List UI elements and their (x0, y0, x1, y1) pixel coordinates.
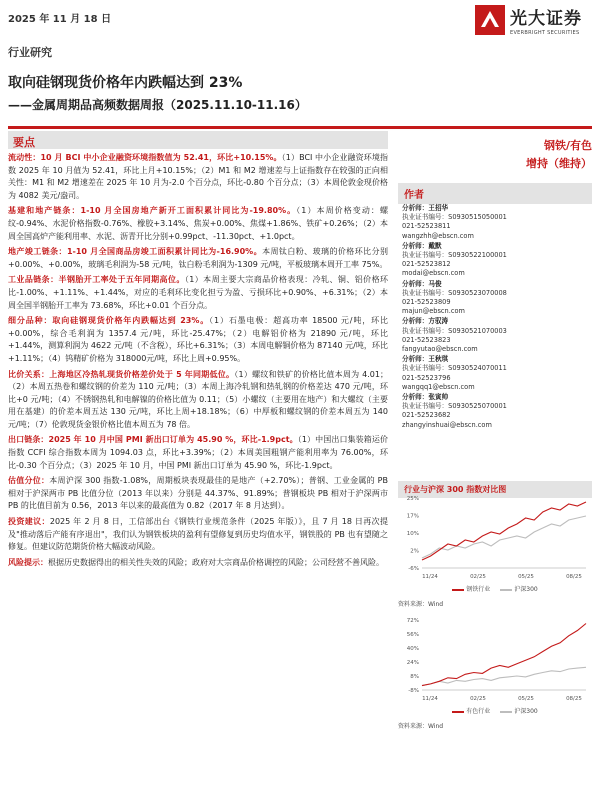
analyst-email[interactable]: zhangyinshuai@ebscn.com (402, 420, 492, 429)
chart-nonferrous (398, 616, 592, 702)
section-header: 要点 (8, 131, 388, 149)
authors-header: 作者 (398, 183, 592, 204)
y-tick-label: 40% (406, 646, 419, 652)
y-tick-label: 25% (406, 496, 419, 502)
summary-paragraph (8, 369, 388, 432)
y-tick-label: 72% (406, 618, 419, 624)
y-tick-label: 8% (410, 674, 419, 680)
y-tick-label: 24% (406, 660, 419, 666)
logo-text-en: EVERBRIGHT SECURITIES (510, 30, 580, 36)
analyst-name: 戴默 (428, 241, 442, 250)
legend-item: 沪深300 (500, 706, 537, 715)
x-tick-label: 02/25 (470, 574, 486, 580)
legend-item: 钢铁行业 (452, 584, 490, 593)
analyst-email[interactable]: wangqq1@ebscn.com (402, 382, 475, 391)
x-tick-label: 08/25 (566, 574, 582, 580)
y-tick-label: 2% (410, 548, 419, 555)
analyst-phone: 021-52523809 (402, 298, 451, 307)
series-line-hs300 (422, 667, 586, 685)
analyst-entry (398, 242, 592, 279)
chart-steel-source: 资料来源：Wind (398, 601, 444, 608)
analyst-cert: 执业证书编号：S0930515050001 (402, 213, 507, 222)
analyst-email[interactable]: wangzhh@ebscn.com (402, 231, 474, 240)
chart-steel-legend (398, 584, 592, 593)
company-logo (475, 4, 582, 36)
legend-item: 沪深300 (500, 584, 537, 593)
analyst-cert: 执业证书编号：S0930522100001 (402, 251, 507, 260)
report-title: 取向硅钢现货价格年内跌幅达到 23% (8, 75, 243, 91)
paragraph-body: （1）中国出口集装箱运价指数 CCFI 综合指数本周为 1094.03 点，环比+3.39%；（2）本周美国粗钢产能利用率为 76.00%，环比-0.30 个百分点；（3）2025 年 10 月，中国 PMI 新出口订单为 45.90 %，环比-1.9pct。 (8, 435, 388, 470)
y-tick-label: 10% (406, 531, 419, 537)
summary-paragraphs (8, 152, 388, 569)
y-tick-label: -8% (408, 688, 419, 694)
summary-paragraph (8, 434, 388, 472)
y-tick-label: 17% (406, 513, 419, 520)
paragraph-heading: 流动性：10 月 BCI 中小企业融资环境指数值为 52.41，环比+10.15%。 (8, 153, 282, 162)
paragraph-heading: 比价关系：上海地区冷热轧现货价格差价处于 5 年同期低位。 (8, 369, 235, 379)
paragraph-heading: 估值分位： (8, 476, 50, 486)
logo-text-cn: 光大证券 (510, 9, 582, 29)
analyst-name: 王招华 (428, 204, 449, 212)
report-type: 行业研究 (8, 46, 52, 59)
analyst-entry (398, 317, 592, 354)
chart-header: 行业与沪深 300 指数对比图 (398, 481, 592, 498)
paragraph-heading: 风险提示： (8, 557, 48, 567)
paragraph-heading: 工业品链条：半钢胎开工率处于五年同期高位。 (8, 275, 185, 285)
analyst-name: 王秋琪 (428, 355, 449, 364)
x-tick-label: 02/25 (470, 696, 486, 702)
logo-icon (475, 5, 505, 35)
analyst-phone: 021-52523811 (402, 222, 451, 231)
analyst-name: 张寅帅 (428, 393, 449, 402)
analyst-role: 分析师： (402, 204, 429, 212)
analyst-list (398, 204, 592, 430)
paragraph-heading: 地产竣工链条：1-10 月全国商品房竣工面积累计同比为-16.90%。 (8, 247, 263, 257)
summary-paragraph (8, 152, 388, 202)
analyst-email[interactable]: modai@ebscn.com (402, 269, 465, 278)
summary-paragraph (8, 557, 388, 570)
analyst-entry (398, 355, 592, 392)
chart-steel (398, 494, 592, 580)
series-line-industry (422, 624, 586, 686)
paragraph-body: （1）石墨电极：超高功率 18500 元/吨，环比+0.00%，综合毛利润为 1357.4 元/吨，环比-25.47%；（2）电解铝价格为 21890 元/吨，环比+1.44%，测算利润为 4622 元/吨（不含税），环比+6.31%；（3）本周电解铜价格为 87140 元/吨，环比+1.11%；（4）钨精矿价格为 318000元/吨，环比上周+0.95%。 (8, 316, 388, 363)
summary-paragraph (8, 246, 388, 271)
analyst-name: 马俊 (428, 279, 442, 288)
analyst-role: 分析师： (402, 317, 429, 326)
chart-nonferrous-legend (398, 706, 592, 715)
rating-value: 增持（维持） (526, 157, 592, 170)
summary-paragraph (8, 315, 388, 365)
analyst-cert: 执业证书编号：S0930523070008 (402, 288, 507, 297)
analyst-role: 分析师： (402, 393, 429, 402)
analyst-name: 方驭涛 (428, 317, 449, 326)
x-tick-label: 05/25 (518, 696, 534, 702)
chart-nonferrous-source: 资料来源：Wind (398, 723, 444, 730)
analyst-phone: 021-52523823 (402, 335, 451, 344)
analyst-email[interactable]: fangyutao@ebscn.com (402, 345, 478, 354)
summary-paragraph (8, 475, 388, 513)
analyst-phone: 021-52523682 (402, 411, 451, 420)
paragraph-heading: 投资建议： (8, 517, 50, 527)
paragraph-body: （1）BCI 中小企业融资环境指数 2025 年 10 月值为 52.41，环比上月+10.15%；（2）M1 和 M2 增速差与上证指数存在较强的正向相关性：M1 和 M2 增速差在 2025 年 10 月为-2.0 个百分点，环比-0.80 个百分点；（3）本周伦敦金现价格为 4082 美元/盎司。 (8, 153, 388, 200)
sidebar (398, 131, 592, 430)
summary-paragraph (8, 205, 388, 243)
analyst-role: 分析师： (402, 355, 429, 364)
analyst-entry (398, 204, 592, 241)
x-tick-label: 08/25 (566, 696, 582, 702)
analyst-entry (398, 280, 592, 317)
rating-box (398, 131, 592, 171)
paragraph-heading: 出口链条：2025 年 10 月中国 PMI 新出口订单为 45.90 %，环比-1.9pct。 (8, 435, 298, 445)
paragraph-heading: 细分品种：取向硅钢现货价格年内跌幅达到 23%。 (8, 316, 210, 326)
series-line-hs300 (422, 516, 586, 558)
charts-area (398, 494, 592, 730)
analyst-cert: 执业证书编号：S0930525070001 (402, 402, 507, 411)
analyst-phone: 021-52523812 (402, 260, 451, 269)
analyst-cert: 执业证书编号：S0930524070011 (402, 364, 507, 373)
analyst-cert: 执业证书编号：S0930521070003 (402, 326, 507, 335)
summary-paragraph (8, 274, 388, 312)
paragraph-body: 根据历史数据得出的相关性失效的风险；政府对大宗商品价格调控的风险；公司经营不善风险。 (48, 557, 384, 567)
summary-column (8, 131, 388, 569)
analyst-phone: 021-52523796 (402, 373, 451, 382)
paragraph-body: 2025 年 2 月 8 日，工信部出台《钢铁行业规范条件（2025 年版）》，且 7 月 18 日再次提及"推动落后产能有序退出"，我们认为钢铁板块的盈利有望修复到历史均值水平，钢铁股的 PB 也有望随之修复。但建议防范期货价格大幅波动风险。 (8, 517, 388, 552)
report-subtitle: ——金属周期品高频数据周报（2025.11.10-11.16） (8, 98, 307, 112)
paragraph-body: （1）本周主要大宗商品价格表现：冷轧、铜、铝价格环比-1.00%、+1.11%、+1.44%，对应的毛利环比变化担亏为盈、亏损环比+0.90%、+6.31%；（2）本周全国半钢胎开工率为 73.68%，环比+0.01 个百分点。 (8, 275, 388, 310)
y-tick-label: 56% (406, 632, 419, 638)
x-tick-label: 11/24 (422, 696, 438, 702)
x-tick-label: 05/25 (518, 574, 534, 580)
title-divider (8, 126, 592, 129)
y-tick-label: -6% (408, 566, 419, 572)
paragraph-body: （1）螺纹和铁矿的价格比值本周为 4.01；（2）本周五热卷和螺纹钢的价差为 110 元/吨；（3）本周上海冷轧钢和热轧钢的价格差达 470 元/吨，环比+0 元/吨；（4）不锈钢热轧和电解镍的价格比值为 0.11；（5）小螺纹（主要用在地产）和大螺纹（主要用在基建）的价差本周五达 130 元/吨，环比上周+18.18%；（6）中厚板和螺纹钢的价差本周五为 140 元/吨；（7）伦敦现货金银价格比值本周五为 78 倍。 (8, 369, 388, 429)
series-line-industry (422, 502, 586, 560)
analyst-role: 分析师： (402, 279, 429, 288)
analyst-email[interactable]: majun@ebscn.com (402, 307, 465, 316)
paragraph-body: （1）本周价格变动：螺纹-0.94%、水泥价格指数-0.76%、橡胶+3.14%、焦炭+0.00%、焦煤+1.86%、铁矿+0.26%；（2）本周全国高炉产能利用率、水泥、沥青开比分别+0.99pct、-11.30pct、+1.0pct。 (8, 206, 388, 241)
summary-paragraph (8, 516, 388, 554)
analyst-entry (398, 393, 592, 430)
paragraph-body: 本周沪深 300 指数-1.08%，周期板块表现最佳的是地产（+2.70%）；普钢、工业金属的 PB 相对于沪深两市 PB 比值分位（2013 年以来）分别是 44.37%、91.89%；普钢板块 PB 相对于沪深两市 PB 的比值目前为 0.56，2013 年以来的最高值为 0.82（2017 年 8 月达到）。 (8, 476, 388, 511)
paragraph-body: 本周钛白粉、玻璃的价格环比分别+0.00%、+0.00%，玻璃毛利润为-58 元/吨，钛白粉毛利润为-1309 元/吨，平板玻璃本周开工率 75%。 (8, 247, 389, 269)
analyst-role: 分析师： (402, 241, 429, 250)
paragraph-heading: 基建和地产链条：1-10 月全国房地产新开工面积累计同比为-19.80%。 (8, 206, 297, 216)
report-date: 2025 年 11 月 18 日 (8, 14, 112, 25)
x-tick-label: 11/24 (422, 574, 438, 580)
legend-item: 有色行业 (452, 706, 490, 715)
rating-industry: 钢铁/有色 (543, 139, 592, 152)
